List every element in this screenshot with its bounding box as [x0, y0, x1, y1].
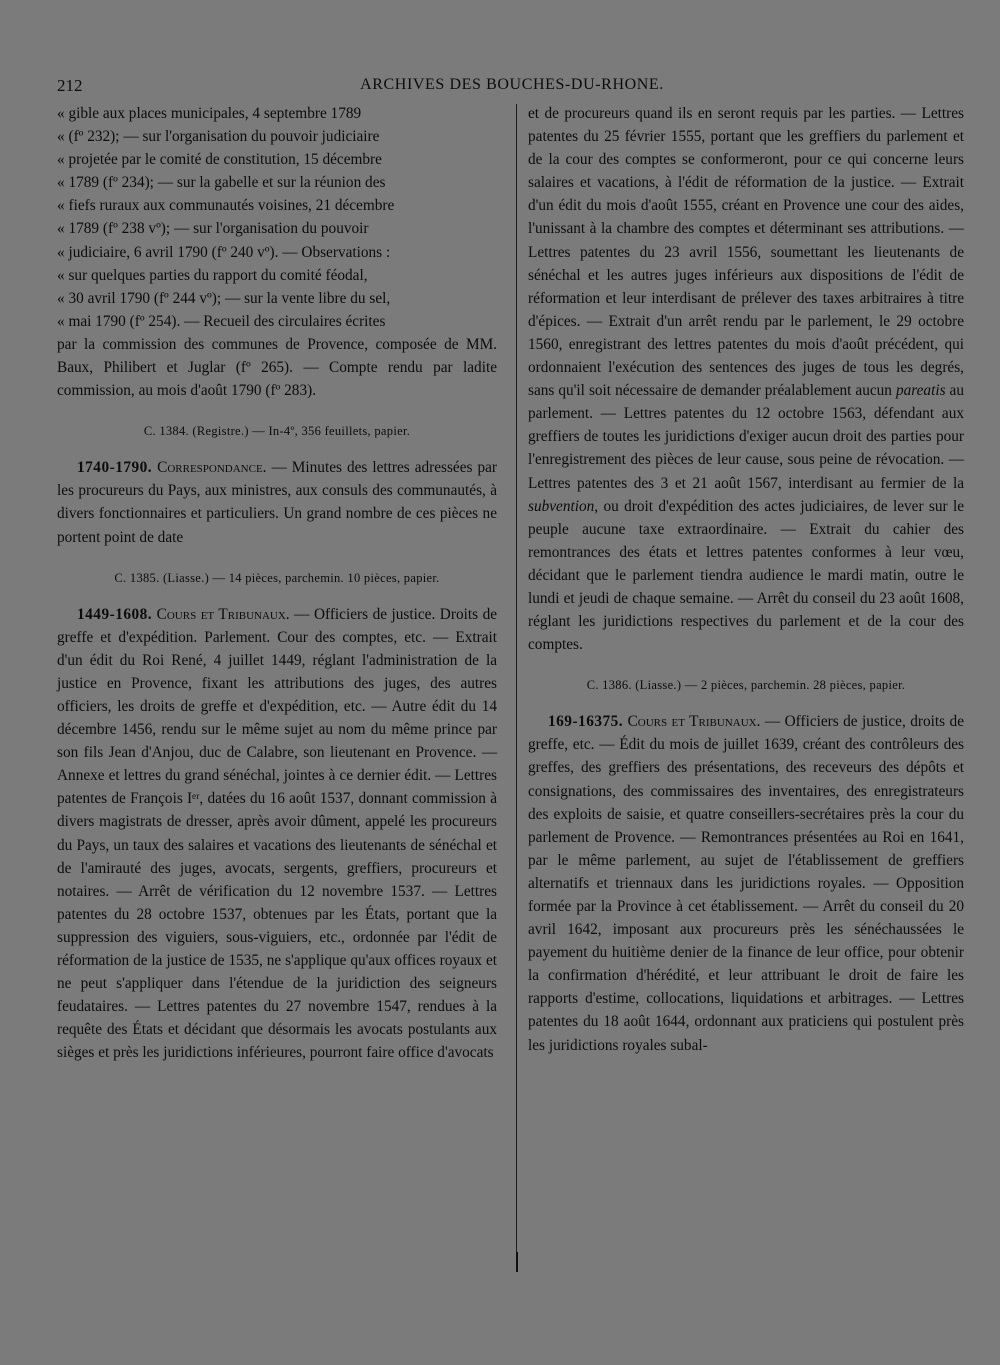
quoted-line: « sur quelques parties du rapport du comité féodal, [57, 266, 368, 284]
page-number: 212 [57, 76, 83, 95]
entry-topic: Cours et Tribunaux. [627, 713, 761, 731]
entry-continuation [528, 102, 964, 656]
quoted-line: « 30 avril 1790 (fº 244 vº); — sur la vente libre du sel, [57, 289, 391, 307]
column-divider [516, 104, 517, 1269]
quoted-line: « 1789 (fº 234); — sur la gabelle et sur la réunion des [57, 174, 386, 192]
entry-date: 1449-1608. [77, 605, 153, 623]
entry-date: 169-16375. [548, 713, 624, 731]
quoted-line: « judiciaire, 6 avril 1790 (fº 240 vº). — Observations : [57, 243, 391, 261]
source-line-1384: C. 1384. (Registre.) — In-4º, 356 feuillets, papier. [143, 424, 411, 439]
right-column [528, 102, 964, 1057]
entry-text: — Officiers de justice. Droits de greffe et d'expédition. Parlement. Cour des comptes, etc. — Extrait d'un édit du Roi René, 4 juillet 1449, réglant l'administration de la justice en Provence, fixant les attributions des juges, des autres officiers, les droits de greffe et d'expédition, etc. — Autre édit du 14 décembre 1456, rendu sur le même sujet au nom du même prince par son fils Jean d'Anjou, duc de Calabre, son lieutenant en Provence. — Annexe et lettres du grand sénéchal, jointes à ce dernier édit. — Lettres patentes de François Iᵉʳ, datées du 16 août 1537, donnant commission à divers magistrats de dresser, après avoir dûment, appelé les procureurs du Pays, un taux des salaires et vacations des lieutenants de sénéchal et de l'amirauté des juges, avocats, sergents, greffiers, procureurs et notaires. — Arrêt de vérification du 12 novembre 1537. — Lettres patentes du 28 octobre 1537, obtenues par les États, portant que la suppression des viguiers, sous-viguiers, etc., ordonnée par l'édit de réformation de la justice de 1535, ne s'applique qu'aux offices royaux et ne peut s'appliquer dans l'étendue de la juridiction des seigneurs feudataires. — Lettres patentes du 27 novembre 1547, rendues à la requête des États et décidant que désormais les avocats postulants aux sièges et près les juridictions inférieures, pourront faire office d'avocats [57, 605, 498, 1062]
entry-text: au parlement. — Lettres patentes du 12 octobre 1563, défendant aux greffiers de toutes les juridictions d'exiger aucun droit des parties pour l'enregistrement des pièces de leur cause, sous peine de révocation. — Lettres patentes des 3 et 21 août 1567, interdisant au fermier de la [528, 382, 964, 492]
entry-1639 [528, 710, 964, 1056]
quoted-line: « 1789 (fº 238 vº); — sur l'organisation du pouvoir [57, 220, 369, 238]
entry-1740-1790 [57, 456, 497, 548]
source-line-1385: C. 1385. (Liasse.) — 14 pièces, parchemin. 10 pièces, papier. [114, 570, 440, 585]
source-line-1386: C. 1386. (Liasse.) — 2 pièces, parchemin. 28 pièces, papier. [586, 678, 906, 693]
italic-term: pareatis [895, 382, 946, 400]
quoted-line: « (fº 232); — sur l'organisation du pouvoir judiciaire [57, 128, 380, 146]
left-column [57, 102, 497, 1064]
entry-text: et de procureurs quand ils en seront requis par les parties. — Lettres patentes du 25 février 1555, portant que les greffiers du parlement et de la cour des comptes se conformeront, pour ce qui concerne leurs salaires et vacations, à l'édit de réformation de la justice. — Extrait d'un édit du mois d'août 1555, créant en Provence une cour des aides, l'unissant à la chambre des comptes et déterminant ses attributions. — Lettres patentes du 23 avril 1556, soumettant les lieutenants de sénéchal et les autres juges inférieurs aux dispositions de l'édit de réformation et leur interdisant de prélever des taxes arbitraires à titre d'épices. — Extrait d'un arrêt rendu par le parlement, le 29 octobre 1560, enregistrant des lettres patentes du mois d'août précédent, qui ordonnaient l'exécution des sentences des juges de tous les degrés, sans qu'il soit nécessaire de demander préalablement aucun [528, 105, 964, 400]
italic-term: subvention [528, 497, 595, 515]
continuation-paragraph: par la commission des communes de Provence, composée de MM. Baux, Philibert et Juglar (fº 265). — Compte rendu par ladite commission, au mois d'août 1790 (fº 283). [57, 335, 497, 400]
running-title: ARCHIVES DES BOUCHES-DU-RHONE. [360, 76, 664, 93]
entry-date: 1740-1790. [77, 459, 153, 477]
entry-1449-1608 [57, 603, 497, 1065]
page-header [57, 76, 967, 100]
divider-mark [516, 1252, 518, 1272]
entry-text: — Minutes des lettres adressées par les procureurs du Pays, aux ministres, aux consuls des communautés, à divers fonctionnaires et particuliers. Un grand nombre de ces pièces ne portent point de date [57, 459, 497, 546]
entry-text: — Officiers de justice, droits de greffe, etc. — Édit du mois de juillet 1639, créant des contrôleurs des greffes, des greffiers des présentations, des receveurs des dépôts et consignations, des commissaires des inventaires, des enregistrateurs des exploits de saisie, et quatre conseillers-secrétaires près la cour du parlement de Provence. — Remontrances présentées au Roi en 1641, par le même parlement, au sujet de l'établissement de greffiers alternatifs et triennaux dans les juridictions royales. — Opposition formée par la Province à cet établissement. — Arrêt du conseil du 20 avril 1642, imposant aux procureurs près les sénéchaussées le payement du huitième denier de la finance de leur office, pour obtenir la confirmation d'hérédité, et leur attribuant le droit de faire les rapports d'estime, collocations, liquidations et arbitrages. — Lettres patentes du 18 août 1644, ordonnant aux praticiens qui postulent près les juridictions royales subal- [528, 713, 964, 1054]
quoted-line: « gible aux places municipales, 4 septembre 1789 [57, 105, 362, 122]
entry-topic: Cours et Tribunaux. [156, 605, 290, 623]
entry-text: , ou droit d'expédition des actes judiciaires, de lever sur le peuple aucune taxe extraordinaire. — Extrait du cahier des remontrances des états et lettres patentes conformes à leur vœu, décidant que le parlement tiendra audience le mardi matin, outre le lundi et jeudi de chaque semaine. — Arrêt du conseil du 23 août 1608, réglant les juridictions respectives du parlement et de la cour des comptes. [528, 497, 964, 654]
entry-topic: Correspondance. [157, 459, 267, 477]
quoted-line: « fiefs ruraux aux communautés voisines, 21 décembre [57, 197, 395, 215]
quoted-line: « projetée par le comité de constitution, 15 décembre [57, 151, 382, 169]
quoted-line: « mai 1790 (fº 254). — Recueil des circulaires écrites [57, 312, 386, 330]
